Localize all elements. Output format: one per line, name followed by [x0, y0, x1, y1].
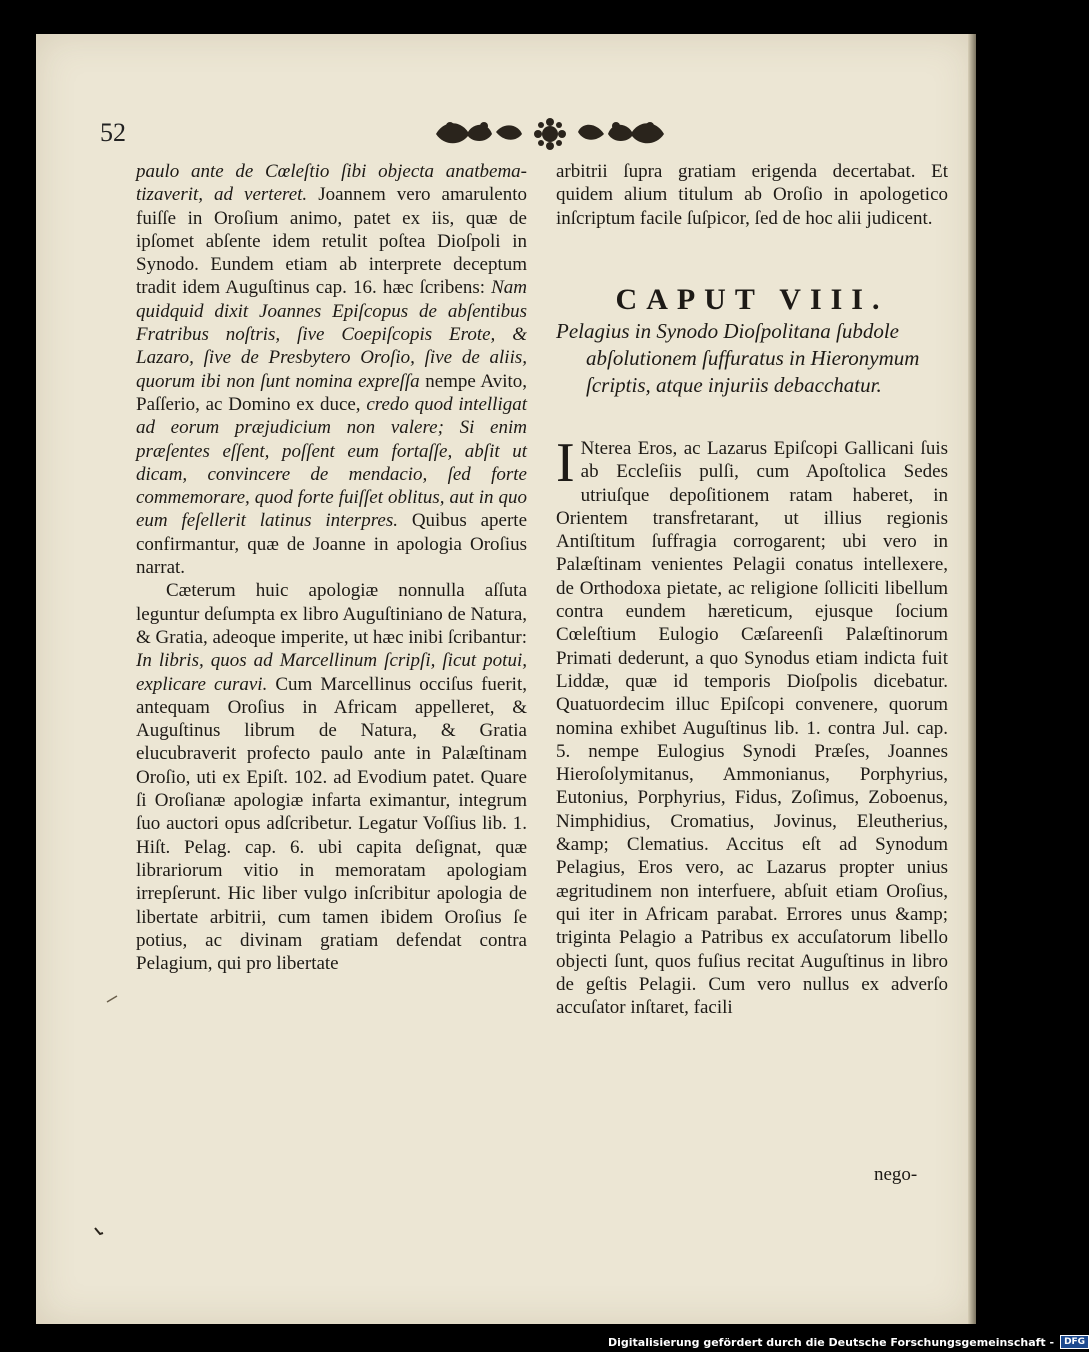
digitization-credit — [608, 1335, 1089, 1349]
left-paragraph-2: Cæterum huic apologiæ nonnulla aſſuta leguntur deſumpta ex libro Auguſtiniano de Natura, & Gratia, adeoque imperite, ut hæc inibi ſcribantur: In libris, quos ad Marcellinum ſcripſi, ſicut potui, explicare curavi. Cum Marcellinus occiſus fuerit, antequam Oroſius in Africam appelleret, & Auguſtinus librum de Natura, & Gratia elucubraverit profecto paulo ante in Palæſtinam Oroſio, uti ex Epiſt. 102. ad Evodium patet. Quare ſi Oroſianæ apologiæ infarta eximantur, integrum ſuo auctori opus adſcribetur. Legatur Voſſius lib. 1. Hiſt. Pelag. cap. 6. ubi capita deſignat, quæ librariorum vitio in memoratam apologiam irrepſerunt. Hic liber vulgo inſcribitur apologia de libertate arbitrii, cum tamen ibidem Oroſius ſe potius, ac divinam gratiam defendat contra Pelagium, qui pro libertate — [136, 580, 527, 975]
ink-mark-icon — [94, 1226, 104, 1236]
floral-ornament-icon — [430, 112, 670, 156]
catchword: nego- — [874, 1164, 918, 1185]
chapter-body — [556, 432, 948, 1019]
drop-cap: I — [556, 432, 575, 494]
page-number: 52 — [100, 118, 126, 147]
dfg-logo: DFG — [1060, 1335, 1089, 1349]
left-paragraph-1: paulo ante de Cœleſtio ſibi objecta anatbema-tizaverit, ad verteret. Joannem vero amarulento fuiſſe in Oroſium animo, patet ex iis, quæ de ipſomet abſente idem retulit poſtea Dioſpoli in Synodo. Eundem etiam ab interprete deceptum tradit idem Auguſtinus cap. 16. hæc ſcribens: Nam quidquid dixit Joannes Epiſcopus de abſentibus Fratribus noſtris, ſive Coepiſcopis Erote, & Lazaro, ſive de Presbytero Oroſio, ſive de aliis, quorum ibi non ſunt nomina expreſſa nempe Avito, Paſſerio, ac Domino ex duce, credo quod intelligat ad eorum præjudicium non valere; Si enim præſentes eſſent, poſſent eum fortaſſe, abſit ut dicam, convincere de mendacio, ſed forte commemorare, quod forte fuiſſet oblitus, aut in quo eum feſellerit latinus interpres. Quibus aperte confirmantur, quæ de Joanne in apologia Oroſius narrat. — [136, 161, 527, 579]
page-edge — [968, 34, 976, 1324]
right-paragraph-continuation: arbitrii ſupra gratiam erigenda decertabat. Et quidem alium titulum ab Oroſio in apologetico inſcriptum facile ſuſpicor, ſed de hoc alii judicent. — [556, 161, 948, 229]
chapter-body-text: Nterea Eros, ac Lazarus Epiſcopi Gallicani ſuis ab Eccleſiis pulſi, cum Apoſtolica Sedes utriuſque depoſitionem ratam haberet, in Orientem transfretarant, ut illius regionis Antiſtitum ſuffragia corrogarent; ubi vero in Palæſtinam venientes Pelagii conatus intellexere, de Orthodoxa pietate, ac religione ſolliciti libellum contra eundem hæreticum, ejusque ſocium Cœleſtium Eulogio Cæſareenſi Palæſtinorum Primati dederunt, a quo Synodus etiam indicta fuit Liddæ, quæ id temporis Dioſpolis dicebatur. Quatuordecim illuc Epiſcopi convenere, quorum nomina exhibet Auguſtinus lib. 1. contra Jul. cap. 5. nempe Eulogius Synodi Præſes, Joannes Hieroſolymitanus, Ammonianus, Porphyrius, Eutonius, Porphyrius, Fidus, Zoſimus, Zoboenus, Nimphidius, Cromatius, Jovinus, Eleutherius, &amp; Clematius. Accitus eſt ad Synodum Pelagius, Eros vero, ac Lazarus propter unius ægritudinem non interfuere, abſuit etiam Oroſius, qui iter in Africam parabat. Errores unus &amp; triginta Pelagio a Patribus ex accuſatorum libello objecti ſunt, quos fuſius recitat Auguſtinus in libro de geſtis Pelagii. Cum vero nullus ex adverſo accuſator inſtaret, facili — [556, 438, 948, 1019]
footer-text: Digitalisierung gefördert durch die Deutsche Forschungsgemeinschaft - — [608, 1335, 1055, 1349]
chapter-title: CAPUT VIII. — [615, 283, 889, 316]
left-text-column — [136, 160, 527, 975]
ink-mark-icon — [106, 994, 118, 1004]
chapter-subtitle: Pelagius in Synodo Dioſpolitana ſubdole abſolutionem ſuffuratus in Hieronymum ſcriptis, atque injuriis debacchatur. — [556, 319, 920, 397]
